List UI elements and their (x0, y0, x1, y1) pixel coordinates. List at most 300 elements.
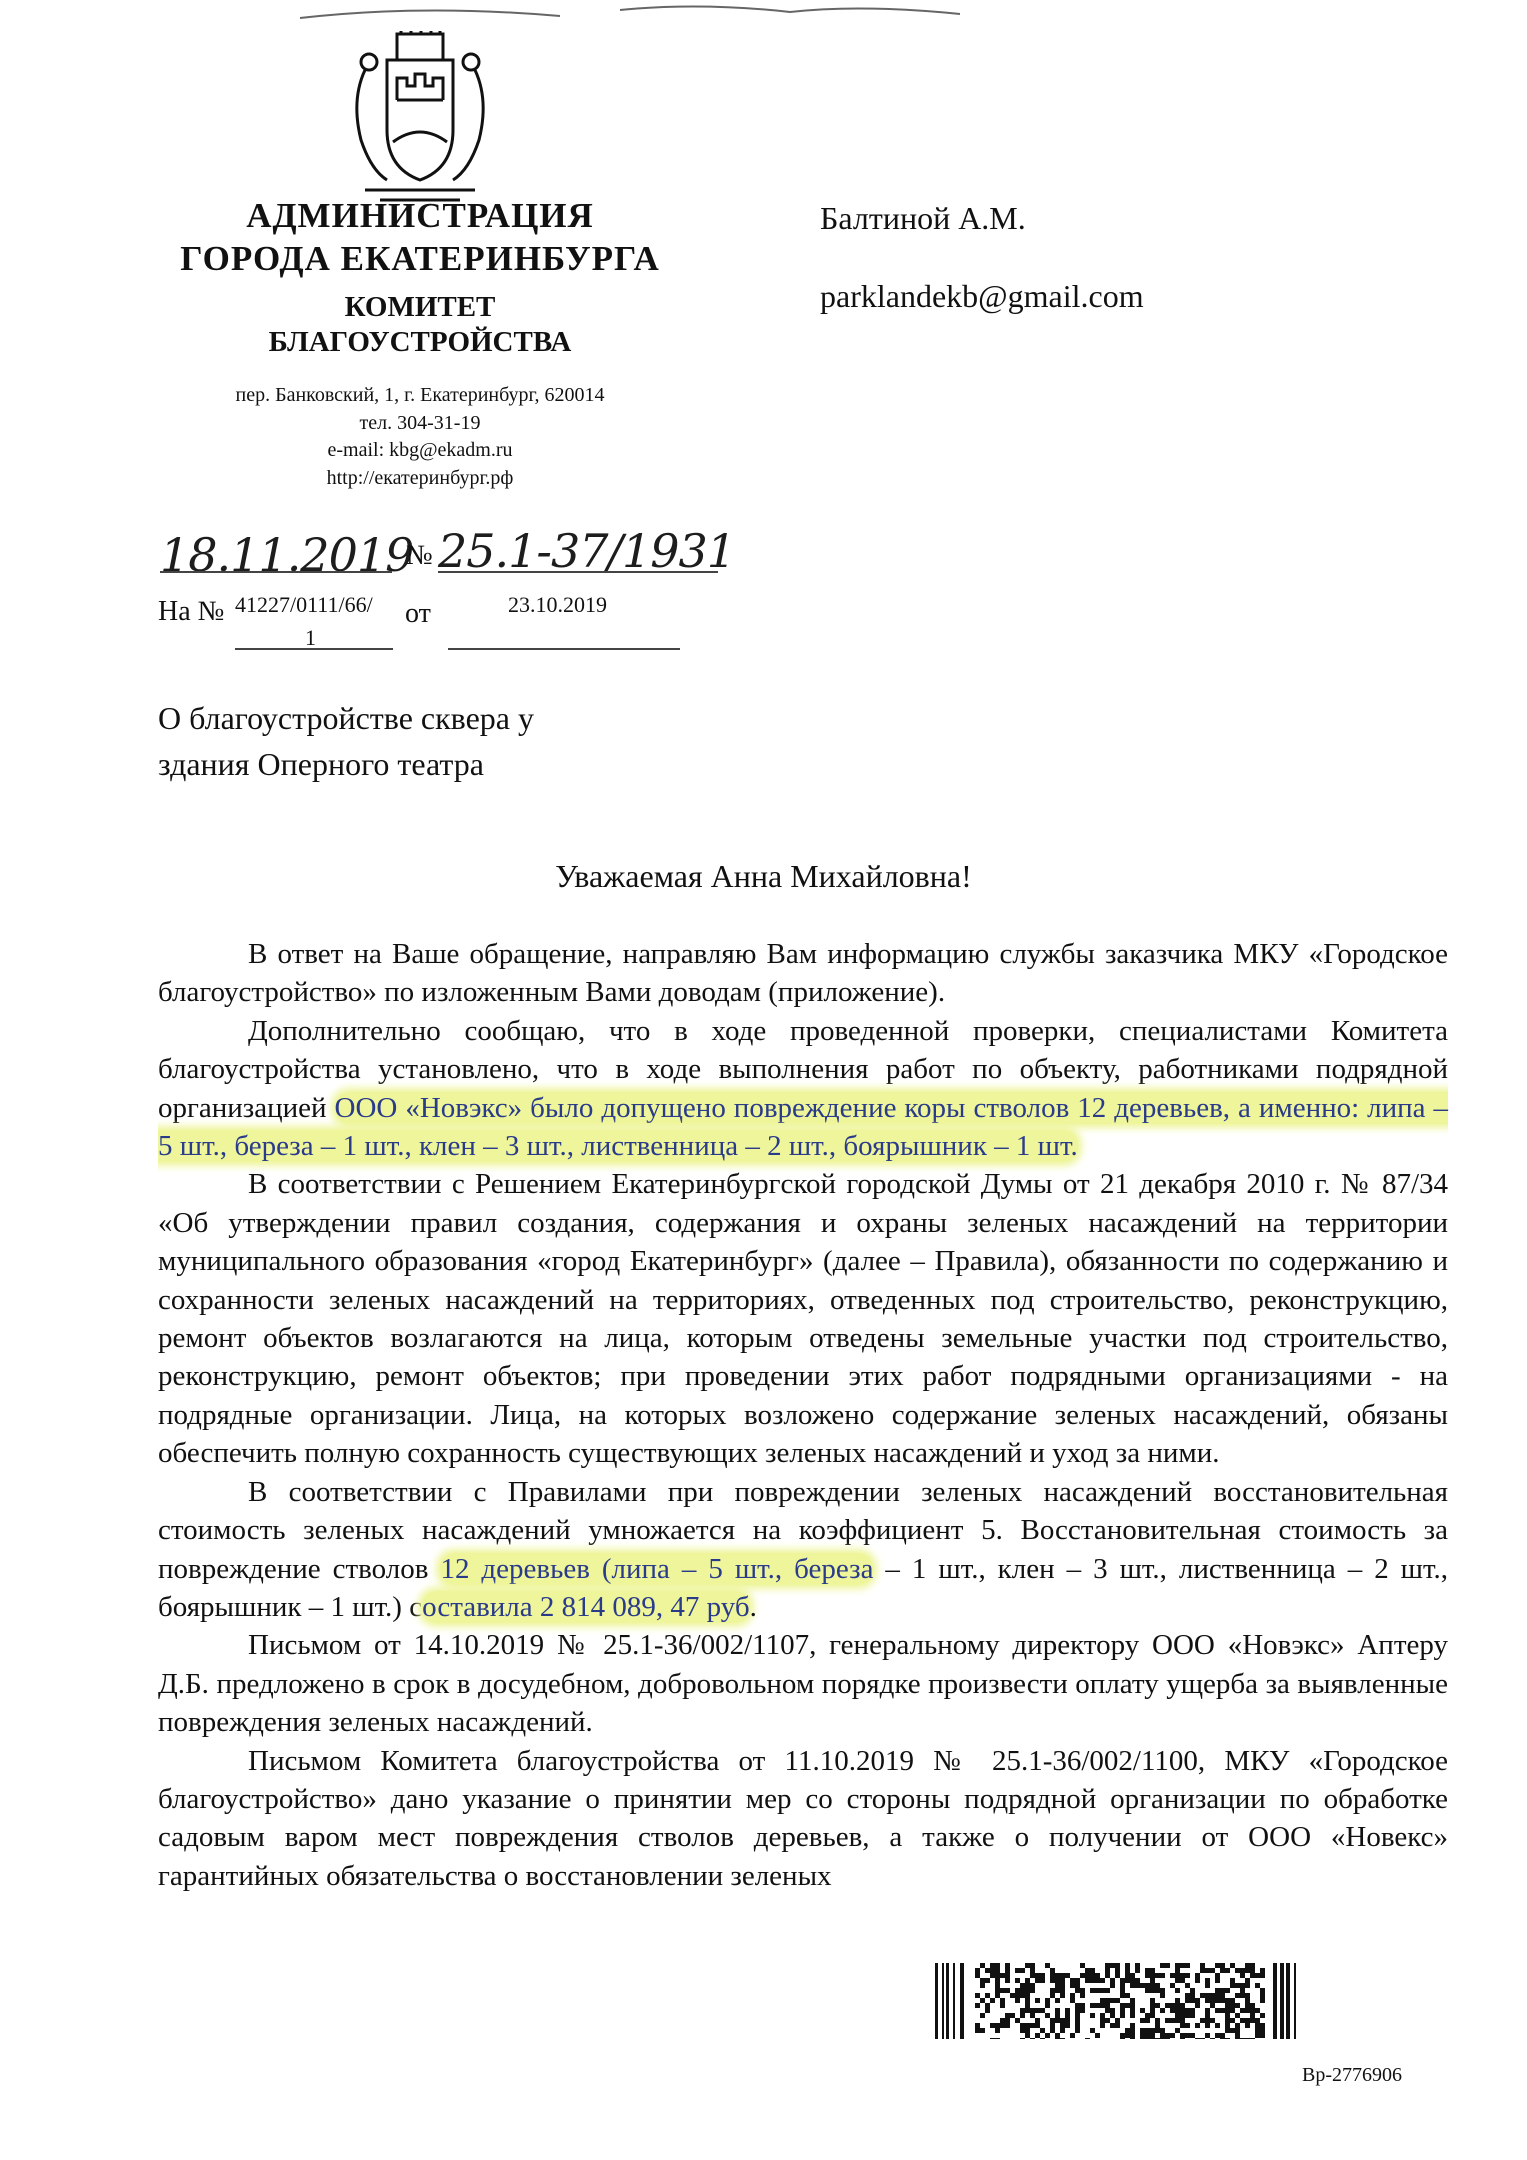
barcode-cell (1020, 1993, 1025, 1998)
barcode-cell (1005, 2013, 1010, 2018)
barcode-cell (1115, 2018, 1120, 2023)
barcode-bar (1280, 1963, 1284, 2039)
barcode-cell (1035, 2033, 1040, 2038)
barcode-cell (1020, 2008, 1025, 2013)
barcode-cell (1165, 2003, 1170, 2008)
website-url: http://екатеринбург.рф (326, 466, 514, 489)
barcode-cell (985, 2003, 990, 2008)
barcode-cell (1225, 1968, 1230, 1973)
barcode-cell (1205, 1983, 1210, 1988)
barcode-cell (1080, 1993, 1085, 1998)
barcode-cell (1150, 1988, 1155, 1993)
barcode-cell (1160, 2038, 1165, 2039)
barcode-cell (1180, 2008, 1185, 2013)
barcode-cell (1090, 1988, 1095, 1993)
barcode-cell (1130, 2038, 1135, 2039)
barcode-cell (1225, 2008, 1230, 2013)
barcode-cell (1060, 2038, 1065, 2039)
barcode-cell (1160, 1988, 1165, 1993)
barcode-cell (1180, 2003, 1185, 2008)
barcode-cell (995, 2028, 1000, 2033)
barcode-cell (1130, 2023, 1135, 2028)
barcode-cell (1255, 2008, 1260, 2013)
barcode-cell (980, 1983, 985, 1988)
barcode-cell (1115, 2023, 1120, 2028)
document-barcode (935, 1963, 1305, 2039)
barcode-cell (1145, 2028, 1150, 2033)
barcode-cell (1075, 1978, 1080, 1983)
barcode-cell (975, 1993, 980, 1998)
barcode-cell (1180, 1978, 1185, 1983)
barcode-cell (1230, 1998, 1235, 2003)
barcode-cell (1240, 1973, 1245, 1978)
committee-name (150, 290, 690, 361)
handwritten-outgoing-number: 25.1-37/1931 (438, 524, 736, 578)
barcode-cell (1245, 2018, 1250, 2023)
barcode-cell (1145, 1973, 1150, 1978)
barcode-cell (1050, 1973, 1055, 1978)
barcode-cell (1155, 1988, 1160, 1993)
barcode-cell (1175, 1973, 1180, 1978)
barcode-cell (1125, 1968, 1130, 1973)
barcode-cell (975, 2003, 980, 2008)
barcode-cell (1005, 1973, 1010, 1978)
barcode-cell (1060, 1988, 1065, 1993)
barcode-cell (1230, 1978, 1235, 1983)
barcode-cell (1075, 2023, 1080, 2028)
barcode-cell (1035, 2023, 1040, 2028)
barcode-cell (1250, 2013, 1255, 2018)
barcode-cell (990, 1973, 995, 1978)
barcode-cell (1170, 2008, 1175, 2013)
barcode-cell (1255, 2033, 1260, 2038)
barcode-cell (1185, 2013, 1190, 2018)
barcode-cell (1085, 1968, 1090, 1973)
barcode-cell (1025, 2023, 1030, 2028)
barcode-cell (995, 1993, 1000, 1998)
barcode-cell (1040, 1973, 1045, 1978)
barcode-cell (1170, 1983, 1175, 1988)
barcode-cell (1095, 1973, 1100, 1978)
barcode-cell (1150, 1978, 1155, 1983)
barcode-cell (1260, 1973, 1265, 1978)
barcode-cell (1205, 1978, 1210, 1983)
barcode-cell (1260, 1968, 1265, 1973)
barcode-cell (1000, 2003, 1005, 2008)
barcode-cell (1115, 1963, 1120, 1968)
barcode-cell (1140, 2028, 1145, 2033)
barcode-cell (1210, 2018, 1215, 2023)
barcode-cell (1130, 1973, 1135, 1978)
barcode-cell (1025, 2028, 1030, 2033)
barcode-cell (985, 1993, 990, 1998)
barcode-cell (1010, 2013, 1015, 2018)
barcode-cell (1230, 2018, 1235, 2023)
barcode-cell (1080, 1963, 1085, 1968)
barcode-cell (1240, 1988, 1245, 1993)
organization-name-line2: ГОРОДА ЕКАТЕРИНБУРГА (180, 238, 660, 278)
barcode-cell (1075, 1983, 1080, 1988)
number-underline (438, 571, 718, 573)
reply-date-underline (448, 648, 680, 650)
barcode-cell (1020, 2028, 1025, 2033)
barcode-cell (1025, 1963, 1030, 1968)
barcode-cell (1225, 2038, 1230, 2039)
barcode-cell (1055, 1978, 1060, 1983)
barcode-cell (1110, 1983, 1115, 1988)
body-paragraph-6: Письмом Комитета благоустройства от 11.10.2019 № 25.1-36/002/1100, МКУ «Городское благоустройство» дано указание о принятии мер со стороны подрядной организации по обработке садовым варом мест повреждения стволов деревьев, а также о получении от ООО «Новекс» гарантийных обязательства о восстановлении зеленых (158, 1744, 1448, 1892)
barcode-cell (990, 1963, 995, 1968)
barcode-cell (1220, 1998, 1225, 2003)
barcode-cell (1145, 1968, 1150, 1973)
barcode-bar (942, 1963, 944, 2039)
barcode-cell (1185, 1993, 1190, 1998)
subject-line2: здания Оперного театра (158, 746, 484, 783)
barcode-cell (1195, 2023, 1200, 2028)
barcode-cell (1215, 1993, 1220, 1998)
barcode-cell (1060, 1983, 1065, 1988)
barcode-cell (1020, 1968, 1025, 1973)
barcode-cell (1225, 2028, 1230, 2033)
barcode-cell (1250, 2018, 1255, 2023)
barcode-cell (1140, 2018, 1145, 2023)
barcode-cell (1225, 2018, 1230, 2023)
barcode-cell (1195, 2003, 1200, 2008)
barcode-cell (1235, 2023, 1240, 2028)
highlighted-cost-amount: оставила 2 814 089, 47 руб (422, 1590, 750, 1623)
barcode-cell (1065, 2018, 1070, 2023)
barcode-cell (1200, 1993, 1205, 1998)
barcode-cell (1090, 1973, 1095, 1978)
barcode-cell (1055, 2018, 1060, 2023)
barcode-cell (1060, 2018, 1065, 2023)
reply-number-underline (235, 648, 393, 650)
barcode-cell (1060, 1993, 1065, 1998)
barcode-cell (975, 2028, 980, 2033)
barcode-cell (1260, 1993, 1265, 1998)
barcode-cell (975, 1973, 980, 1978)
barcode-cell (1030, 1988, 1035, 1993)
barcode-cell (1025, 2008, 1030, 2013)
barcode-cell (1000, 2018, 1005, 2023)
barcode-cell (1130, 2033, 1135, 2038)
barcode-cell (1130, 2013, 1135, 2018)
barcode-cell (1040, 2038, 1045, 2039)
barcode-cell (1260, 2033, 1265, 2038)
barcode-cell (1150, 2038, 1155, 2039)
barcode-cell (1050, 1978, 1055, 1983)
barcode-cell (1155, 1983, 1160, 1988)
barcode-cell (1045, 2003, 1050, 2008)
barcode-cell (1185, 1983, 1190, 1988)
highlighted-damage-statement: ООО «Новэкс» было допущено повреждение коры стволов 12 деревьев, а именно: липа – 5 шт., береза – 1 шт., клен – 3 шт., лиственница – 2 шт., боярышник – 1 шт. (158, 1091, 1449, 1163)
body-paragraph-3: В соответствии с Решением Екатеринбургской городской Думы от 21 декабря 2010 г. № 87/34 «Об утверждении правил создания, содержания и охраны зеленых насаждений на территории муниципального образования «город Екатеринбург» (далее – Правила), обязанности по содержанию и сохранности зеленых насаждений на территориях, отведенных под строительство, реконструкцию, ремонт объектов возлагаются на лица, которым отведены земельные участки под строительство, реконструкцию, ремонт объектов; при проведении этих работ подрядными организациями - на подрядные организации. Лица, на которых возложено содержание зеленых насаждений, обязаны обеспечить полную сохранность существующих зеленых насаждений и уход за ними. (158, 1168, 1448, 1470)
barcode-cell (1200, 2038, 1205, 2039)
barcode-cell (995, 1988, 1000, 1993)
barcode-cell (1220, 2033, 1225, 2038)
barcode-cell (1145, 2038, 1150, 2039)
barcode-cell (1120, 2013, 1125, 2018)
barcode-cell (1100, 2018, 1105, 2023)
barcode-cell (1090, 2013, 1095, 2018)
barcode-cell (1105, 1973, 1110, 1978)
barcode-cell (1065, 1973, 1070, 1978)
barcode-cell (980, 1998, 985, 2003)
barcode-cell (1260, 2028, 1265, 2033)
barcode-cell (1245, 1978, 1250, 1983)
barcode-cell (1030, 2013, 1035, 2018)
barcode-cell (1160, 1963, 1165, 1968)
barcode-cell (1130, 1978, 1135, 1983)
barcode-cell (1115, 1998, 1120, 2003)
barcode-cell (975, 2023, 980, 2028)
barcode-cell (1100, 2013, 1105, 2018)
barcode-cell (1040, 1978, 1045, 1983)
subject-line1: О благоустройстве сквера у (158, 700, 534, 736)
barcode-cell (1255, 2023, 1260, 2028)
barcode-cell (1020, 1983, 1025, 1988)
barcode-cell (1055, 1988, 1060, 1993)
barcode-cell (995, 1983, 1000, 1988)
barcode-cell (1065, 2023, 1070, 2028)
barcode-cell (1190, 2008, 1195, 2013)
barcode-cell (1245, 1968, 1250, 1973)
barcode-cell (1240, 1993, 1245, 1998)
barcode-cell (980, 1978, 985, 1983)
barcode-cell (1000, 1973, 1005, 1978)
barcode-cell (1125, 2033, 1130, 2038)
barcode-cell (1195, 1978, 1200, 1983)
barcode-cell (1140, 2033, 1145, 2038)
barcode-cell (1180, 2018, 1185, 2023)
barcode-cell (1115, 1973, 1120, 1978)
barcode-cell (990, 1968, 995, 1973)
barcode-cell (1185, 2033, 1190, 2038)
barcode-cell (1215, 1978, 1220, 1983)
barcode-cell (1175, 2018, 1180, 2023)
barcode-cell (1240, 2018, 1245, 2023)
barcode-cell (1030, 1983, 1035, 1988)
barcode-cell (1020, 1988, 1025, 1993)
barcode-cell (1095, 2033, 1100, 2038)
barcode-cell (1185, 2023, 1190, 2028)
barcode-cell (1085, 1978, 1090, 1983)
barcode-cell (1005, 1968, 1010, 1973)
barcode-cell (995, 1963, 1000, 1968)
barcode-cell (980, 2013, 985, 2018)
barcode-cell (1255, 2018, 1260, 2023)
barcode-cell (1145, 1988, 1150, 1993)
barcode-cell (975, 1968, 980, 1973)
barcode-cell (1125, 2028, 1130, 2033)
barcode-cell (995, 2038, 1000, 2039)
barcode-cell (1235, 2003, 1240, 2008)
barcode-cell (1205, 2008, 1210, 2013)
barcode-cell (1235, 1968, 1240, 1973)
barcode-cell (1130, 1998, 1135, 2003)
barcode-cell (1020, 2023, 1025, 2028)
greeting: Уважаемая Анна Михайловна! (555, 858, 972, 894)
barcode-cell (1215, 2033, 1220, 2038)
barcode-cell (1215, 1998, 1220, 2003)
from-date-label: от (405, 598, 431, 629)
barcode-cell (1180, 2033, 1185, 2038)
barcode-cell (1110, 2008, 1115, 2013)
barcode-cell (1150, 2028, 1155, 2033)
barcode-cell (990, 2023, 995, 2028)
barcode-cell (1100, 1978, 1105, 1983)
barcode-cell (1060, 2028, 1065, 2033)
barcode-cell (1005, 1988, 1010, 1993)
reply-to-label: На № (158, 596, 225, 627)
barcode-cell (1190, 2033, 1195, 2038)
barcode-bar (935, 1963, 938, 2039)
barcode-cell (980, 2028, 985, 2033)
barcode-cell (985, 1968, 990, 1973)
barcode-cell (1110, 2023, 1115, 2028)
barcode-cell (995, 1973, 1000, 1978)
barcode-cell (1105, 1998, 1110, 2003)
barcode-cell (1050, 1993, 1055, 1998)
barcode-cell (1080, 1988, 1085, 1993)
barcode-cell (1210, 1998, 1215, 2003)
barcode-cell (1050, 1968, 1055, 1973)
barcode-cell (1170, 2003, 1175, 2008)
barcode-cell (1175, 1988, 1180, 1993)
barcode-cell (1200, 1968, 1205, 1973)
barcode-cell (1145, 2013, 1150, 2018)
barcode-cell (1240, 2008, 1245, 2013)
barcode-cell (980, 1963, 985, 1968)
barcode-cell (1195, 1998, 1200, 2003)
barcode-cell (1120, 2033, 1125, 2038)
barcode-cell (1160, 2033, 1165, 2038)
barcode-cell (1090, 2028, 1095, 2033)
barcode-bar (1286, 1963, 1290, 2039)
document-id: Вр-2776906 (1302, 2064, 1402, 2086)
barcode-cell (1220, 2038, 1225, 2039)
barcode-cell (1240, 1968, 1245, 1973)
barcode-cell (1180, 2038, 1185, 2039)
barcode-cell (1250, 1963, 1255, 1968)
barcode-bar (946, 1963, 949, 2039)
barcode-cell (1220, 1993, 1225, 1998)
barcode-cell (1110, 1998, 1115, 2003)
barcode-cell (1170, 2033, 1175, 2038)
barcode-cell (1130, 2028, 1135, 2033)
barcode-cell (1140, 2038, 1145, 2039)
barcode-cell (1180, 2023, 1185, 2028)
barcode-cell (1240, 2038, 1245, 2039)
barcode-cell (1100, 2023, 1105, 2028)
barcode-cell (1190, 1988, 1195, 1993)
barcode-cell (1020, 2013, 1025, 2018)
barcode-cell (1240, 1983, 1245, 1988)
barcode-cell (995, 1968, 1000, 1973)
barcode-cell (1175, 2003, 1180, 2008)
barcode-cell (1080, 2003, 1085, 2008)
barcode-cell (1035, 1978, 1040, 1983)
barcode-cell (1155, 1973, 1160, 1978)
paragraph-4-text-b: – 1 шт., клен – 3 шт., лиственница – 2 шт., боярышник – 1 шт.) с (158, 1552, 1449, 1623)
barcode-cell (1100, 1988, 1105, 1993)
barcode-cell (1225, 1988, 1230, 1993)
postal-address: пер. Банковский, 1, г. Екатеринбург, 620014 (235, 384, 605, 406)
barcode-cell (1245, 1998, 1250, 2003)
letter-body (158, 935, 1448, 1895)
barcode-cell (1125, 2003, 1130, 2008)
barcode-cell (1080, 1973, 1085, 1978)
barcode-cell (990, 2038, 995, 2039)
barcode-cell (1035, 2018, 1040, 2023)
barcode-cell (1060, 1978, 1065, 1983)
barcode-cell (1160, 2028, 1165, 2033)
barcode-cell (1200, 2018, 1205, 2023)
number-label: № (406, 540, 433, 571)
barcode-cell (1105, 2003, 1110, 2008)
barcode-cell (1060, 1973, 1065, 1978)
barcode-cell (1225, 2013, 1230, 2018)
barcode-cell (1180, 1973, 1185, 1978)
barcode-cell (1210, 2003, 1215, 2008)
barcode-cell (1155, 2028, 1160, 2033)
barcode-cell (1150, 2003, 1155, 2008)
barcode-cell (1220, 1963, 1225, 1968)
barcode-cell (1025, 2003, 1030, 2008)
barcode-cell (1075, 1988, 1080, 1993)
barcode-cell (1185, 2008, 1190, 2013)
barcode-cell (1150, 1983, 1155, 1988)
barcode-cell (1220, 1988, 1225, 1993)
barcode-cell (1095, 1978, 1100, 1983)
barcode-cell (1150, 1968, 1155, 1973)
barcode-cell (1090, 1968, 1095, 1973)
addressee-email: parklandekb@gmail.com (820, 278, 1144, 314)
barcode-cell (1030, 1968, 1035, 1973)
barcode-cell (1120, 1983, 1125, 1988)
barcode-cell (1030, 2038, 1035, 2039)
barcode-cell (1245, 2023, 1250, 2028)
barcode-cell (1070, 1978, 1075, 1983)
barcode-cell (1225, 2023, 1230, 2028)
barcode-cell (1165, 2018, 1170, 2023)
barcode-cell (1135, 1968, 1140, 1973)
barcode-cell (985, 2008, 990, 2013)
barcode-cell (1215, 1973, 1220, 1978)
barcode-cell (1190, 1998, 1195, 2003)
barcode-cell (1250, 2038, 1255, 2039)
barcode-cell (1005, 2023, 1010, 2028)
barcode-cell (1250, 1973, 1255, 1978)
barcode-cell (1120, 1993, 1125, 1998)
barcode-cell (1060, 2023, 1065, 2028)
barcode-cell (1230, 1963, 1235, 1968)
barcode-cell (1205, 2033, 1210, 2038)
barcode-cell (1175, 1998, 1180, 2003)
barcode-cell (1080, 2008, 1085, 2013)
barcode-cell (1150, 2033, 1155, 2038)
barcode-cell (1075, 2018, 1080, 2023)
barcode-cell (1175, 1968, 1180, 1973)
barcode-cell (1070, 1998, 1075, 2003)
barcode-cell (1205, 1998, 1210, 2003)
barcode-cell (1205, 2013, 1210, 2018)
barcode-cell (1135, 1963, 1140, 1968)
barcode-cell (1175, 1963, 1180, 1968)
barcode-cell (1015, 1998, 1020, 2003)
barcode-cell (1005, 1978, 1010, 1983)
barcode-cell (1220, 2008, 1225, 2013)
